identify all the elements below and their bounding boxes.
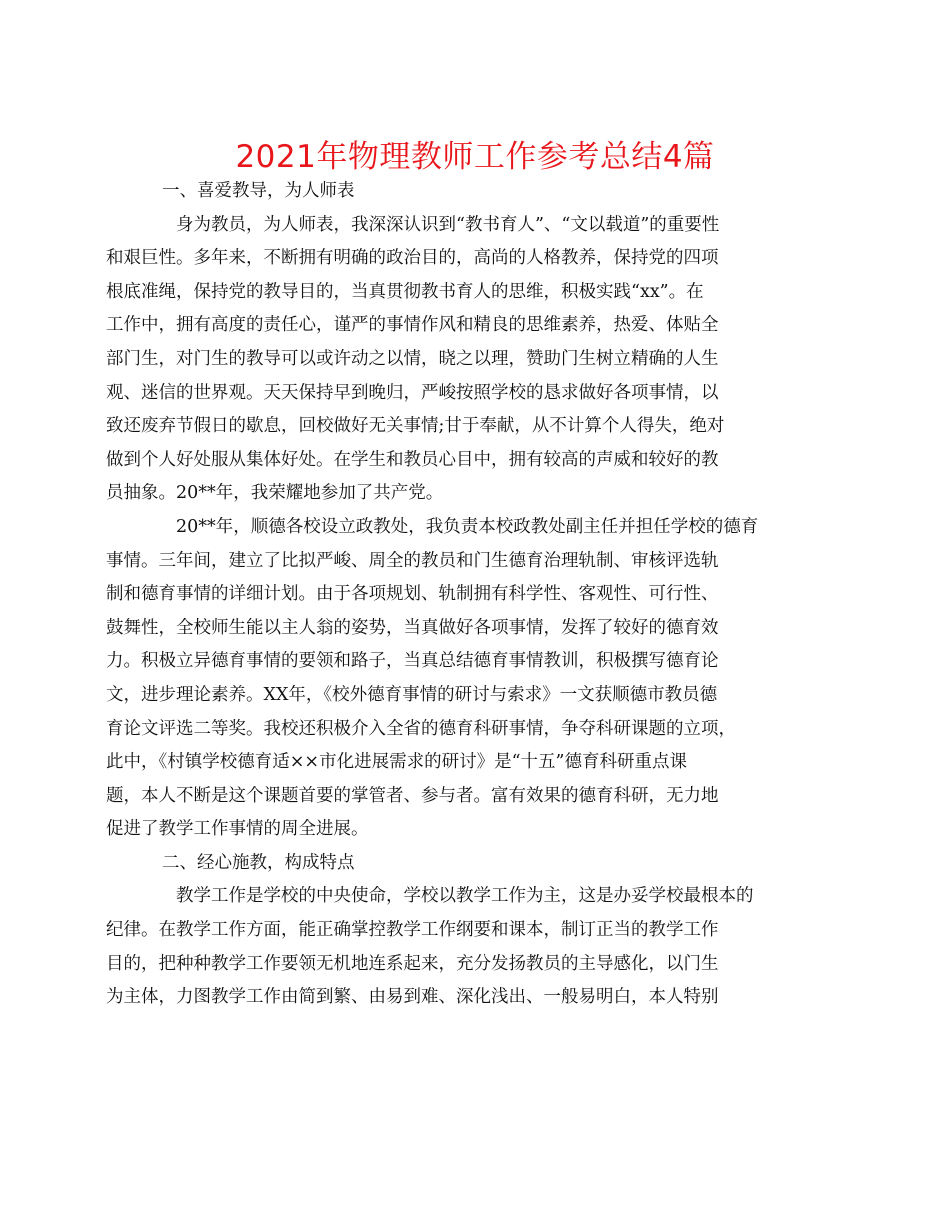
text-line: 根底准绳，保持党的教导目的，当真贯彻教书育人的思维，积极实践“xx”。在 [106,281,704,302]
text-line: 题，本人不断是这个课题首要的掌管者、参与者。富有效果的德育科研，无力地 [106,785,719,806]
text-line: 育论文评选二等奖。我校还积极介入全省的德育科研事情，争夺科研课题的立项， [106,718,736,739]
text-line: 力。积极立异德育事情的要领和路子，当真总结德育事情教训，积极撰写德育论 [106,651,719,672]
document-body [106,175,821,1015]
paragraph-3 [106,880,821,1014]
text-line: 20**年，顺德各校设立政教处，我负责本校政教处副主任并担任学校的德育 [176,516,759,537]
text-line: 此中，《村镇学校德育适××市化进展需求的研讨》是“十五”德育科研重点课 [106,752,687,773]
text-line: 文，进步理论素养。XX年，《校外德育事情的研讨与索求》一文获顺德市教员德 [106,684,718,705]
paragraph-2 [106,511,821,847]
text-line: 事情。三年间，建立了比拟严峻、周全的教员和门生德育治理轨制、审核评选轨 [106,550,719,571]
text-line: 目的，把种种教学工作要领无机地连系起来，充分发扬教员的主导感化，以门生 [106,953,719,974]
text-line: 身为教员，为人师表，我深深认识到“教书育人”、“文以载道”的重要性 [176,214,720,235]
document-title: 2021年物理教师工作参考总结4篇 [235,139,715,175]
text-line: 和艰巨性。多年来，不断拥有明确的政治目的，高尚的人格教养，保持党的四项 [106,248,719,269]
text-line: 纪律。在教学工作方面，能正确掌控教学工作纲要和课本，制订正当的教学工作 [106,920,719,941]
paragraph-1 [106,209,821,511]
text-line: 观、迷信的世界观。天天保持早到晚归，严峻按照学校的恳求做好各项事情，以 [106,382,719,403]
text-line: 制和德育事情的详细计划。由于各项规划、轨制拥有科学性、客观性、可行性、 [106,584,719,605]
text-line: 促进了教学工作事情的周全进展。 [106,819,369,840]
text-line: 部门生，对门生的教导可以或许动之以情，晓之以理，赞助门生树立精确的人生 [106,348,719,369]
section-heading-1: 一、喜爱教导，为人师表 [162,181,355,201]
text-line: 教学工作是学校的中央使命，学校以教学工作为主，这是办妥学校最根本的 [176,886,754,907]
text-line: 工作中，拥有高度的责任心，谨严的事情作风和精良的思维素养，热爱、体贴全 [106,315,719,336]
section-heading-2: 二、经心施教，构成特点 [162,852,355,873]
text-line: 员抽象。20**年，我荣耀地参加了共产党。 [106,483,444,504]
text-line: 致还废弃节假日的歇息，回校做好无关事情;甘于奉献，从不计算个人得失，绝对 [106,416,725,437]
text-line: 为主体，力图教学工作由简到繁、由易到难、深化浅出、一般易明白，本人特别 [106,987,719,1008]
text-line: 做到个人好处服从集体好处。在学生和教员心目中，拥有较高的声威和较好的教 [106,449,719,470]
text-line: 鼓舞性，全校师生能以主人翁的姿势，当真做好各项事情，发挥了较好的德育效 [106,617,719,638]
